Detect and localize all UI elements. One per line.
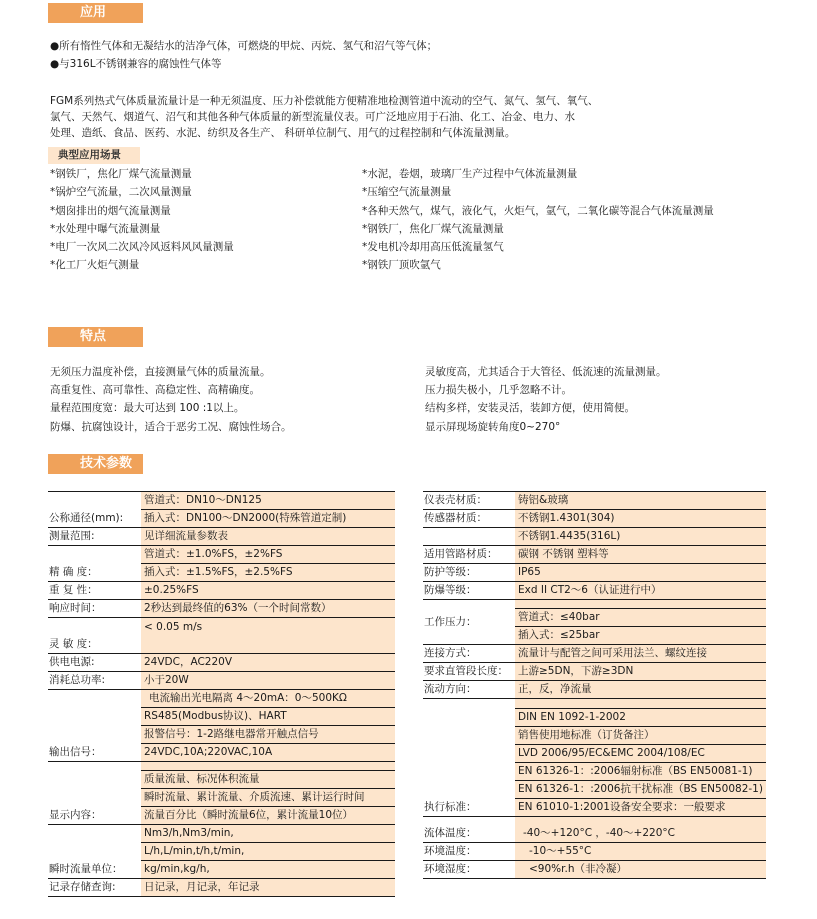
spec-label-ambient-temp: 环境温度：	[423, 843, 515, 861]
spec-value-direction: 正，反，净流量	[515, 681, 766, 699]
spec-value-display: 瞬时流量、累计流量、介质流速、累计运行时间	[141, 789, 395, 807]
spec-gap	[141, 762, 395, 771]
spec-label-response: 响应时间：	[48, 600, 141, 618]
spec-label-explosion: 防爆等级：	[423, 582, 515, 600]
spec-gap	[515, 699, 766, 709]
spec-label-standards: 执行标准：	[423, 699, 515, 817]
spec-label-accuracy: 精 确 度：	[48, 546, 141, 582]
spec-value-record: 日记录，月记录，年记录	[141, 879, 395, 897]
typical-right-item: *水泥，卷烟，玻璃厂生产过程中气体流量测量	[362, 168, 578, 180]
typical-left-item: *钢铁厂，焦化厂煤气流量测量	[50, 168, 192, 180]
spec-value-standard: EN 61010-1:2001设备安全要求：一般要求	[515, 799, 766, 817]
spec-value-inst-unit: L/h,L/min,t/h,t/min,	[141, 843, 395, 861]
spec-value-output: 24VDC,10A;220VAC,10A	[141, 744, 395, 762]
feature-right-item: 显示屏现场旋转角度0~270°	[425, 421, 561, 433]
spec-label-housing: 仪表壳材质：	[423, 492, 515, 510]
description-line: 处理、造纸、食品、医药、水泥、纺织及各生产、 科研单位制气、用气的过程控制和气体流量测量。	[50, 127, 516, 139]
spec-value-connection: 流量计与配管之间可采用法兰、螺纹连接	[515, 645, 766, 663]
description-line: 氯气、天然气、烟道气、沼气和其他各种气体质量的新型流量仪表。可广泛地应用于石油、化工、冶金、电力、水	[50, 111, 575, 123]
typical-left-item: *烟囱排出的烟气流量测量	[50, 205, 171, 217]
typical-right-item: *各种天然气，煤气，液化气，火炬气，氩气，二氧化碳等混合气体流量测量	[362, 205, 714, 217]
spec-value-repeatability: ±0.25%FS	[141, 582, 395, 600]
spec-value-standard: DIN EN 1092-1-2002	[515, 709, 766, 727]
spec-value-inst-unit: kg/min,kg/h,	[141, 861, 395, 879]
spec-value-response: 2秒达到最终值的63%（一个时间常数）	[141, 600, 395, 618]
description-line: FGM系列热式气体质量流量计是一种无须温度、压力补偿就能方便精准地检测管道中流动的空气、氮气、氢气、氧气、	[50, 95, 599, 107]
spec-label-sensitivity: 灵 敏 度：	[48, 618, 141, 654]
spec-label-inst-unit: 瞬时流量单位：	[48, 825, 141, 879]
spec-value-output: 电流输出光电隔离 4～20mA：0～500KΩ	[141, 690, 395, 708]
spec-value-display: 质量流量、标况体积流量	[141, 771, 395, 789]
spec-label-straight: 要求直管段长度：	[423, 663, 515, 681]
spec-value-ambient-temp: -10～+55°C	[515, 843, 766, 861]
spec-label-protection: 防护等级：	[423, 564, 515, 582]
typical-right-item: *钢铁厂，焦化厂煤气流量测量	[362, 223, 504, 235]
section-header-application: 应用	[48, 3, 143, 23]
spec-label-record: 记录存储查询:	[48, 879, 141, 897]
feature-right-item: 压力损失极小，几乎忽略不计。	[425, 384, 572, 396]
feature-left-item: 高重复性、高可靠性、高稳定性、高精确度。	[50, 384, 260, 396]
feature-right-item: 结构多样，安装灵活，装卸方便，使用简便。	[425, 402, 635, 414]
spec-label-direction: 流动方向：	[423, 681, 515, 699]
typical-left-item: *锅炉空气流量，二次风量测量	[50, 186, 192, 198]
section-header-specs: 技术参数	[48, 454, 143, 474]
spec-label-consumption: 消耗总功率:	[48, 672, 141, 690]
spec-table-right	[423, 491, 766, 879]
feature-left-item: 无须压力温度补偿，直接测量气体的质量流量。	[50, 366, 271, 378]
spec-value-standard: EN 61326-1：:2006抗干扰标准（BS EN50082-1)	[515, 781, 766, 799]
spec-label-output: 输出信号：	[48, 690, 141, 762]
spec-label-display: 显示内容：	[48, 762, 141, 825]
spec-label-range: 测量范围:	[48, 528, 141, 546]
spec-label-repeatability: 重 复 性：	[48, 582, 141, 600]
spec-value-straight: 上游≥5DN，下游≥3DN	[515, 663, 766, 681]
section-header-features: 特点	[48, 327, 143, 347]
spec-value-nominal-pipe: 管道式：DN10～DN125	[141, 492, 395, 510]
spec-value-fluid-temp: -40～+120°C ，-40～+220°C	[515, 817, 766, 843]
spec-value-standard: 销售使用地标准（订货备注）	[515, 727, 766, 745]
spec-value-nominal-insert: 插入式：DN100～DN2000(特殊管道定制)	[141, 510, 395, 528]
spec-value-power: 24VDC，AC220V	[141, 654, 395, 672]
application-bullet: ●所有惰性气体和无凝结水的洁净气体，可燃烧的甲烷、丙烷、氢气和沼气等气体；	[50, 40, 438, 52]
spec-label-power: 供电电源:	[48, 654, 141, 672]
spec-value-accuracy-pipe: 管道式：±1.0%FS，±2%FS	[141, 546, 395, 564]
spec-value-pressure-pipe: 管道式：≤40bar	[515, 609, 766, 627]
feature-left-item: 量程范围度宽：最大可达到 100 :1以上。	[50, 402, 245, 414]
spec-value-sensor: 不锈钢1.4435(316L)	[515, 528, 766, 546]
spec-label-connection: 连接方式：	[423, 645, 515, 663]
typical-right-item: *发电机冷却用高压低流量氢气	[362, 241, 504, 253]
spec-value-humidity: <90%r.h（非冷凝）	[515, 861, 766, 879]
typical-left-item: *电厂一次风二次风冷风返料风风量测量	[50, 241, 234, 253]
spec-value-housing: 铸铝&玻璃	[515, 492, 766, 510]
spec-value-standard: EN 61326-1：:2006辐射标准（BS EN50081-1)	[515, 763, 766, 781]
spec-value-sensitivity: < 0.05 m/s	[141, 618, 395, 654]
application-bullet: ●与316L不锈钢兼容的腐蚀性气体等	[50, 58, 222, 70]
spec-gap	[515, 600, 766, 609]
spec-label-nominal-diameter: 公称通径(mm):	[48, 492, 141, 528]
spec-value-inst-unit: Nm3/h,Nm3/min,	[141, 825, 395, 843]
spec-table-left	[48, 491, 395, 897]
spec-label-humidity: 环境湿度：	[423, 861, 515, 879]
feature-left-item: 防爆、抗腐蚀设计，适合于恶劣工况、腐蚀性场合。	[50, 421, 292, 433]
spec-value-standard: LVD 2006/95/EC&EMC 2004/108/EC	[515, 745, 766, 763]
spec-label-pipe-material: 适用管路材质：	[423, 546, 515, 564]
typical-applications-title: 典型应用场景	[48, 147, 140, 164]
typical-right-item: *压缩空气流量测量	[362, 186, 452, 198]
spec-value-pressure-insert: 插入式：≤25bar	[515, 627, 766, 645]
spec-value-explosion: Exd II CT2～6（认证进行中）	[515, 582, 766, 600]
spec-value-consumption: 小于20W	[141, 672, 395, 690]
typical-right-item: *钢铁厂顶吹氩气	[362, 259, 441, 271]
spec-value-range: 见详细流量参数表	[141, 528, 395, 546]
spec-value-accuracy-insert: 插入式：±1.5%FS，±2.5%FS	[141, 564, 395, 582]
spec-label-blank	[423, 528, 515, 546]
spec-value-display: 流量百分比（瞬时流量6位，累计流量10位）	[141, 807, 395, 825]
spec-value-sensor: 不锈钢1.4301(304)	[515, 510, 766, 528]
spec-value-pipe-material: 碳钢 不锈钢 塑料等	[515, 546, 766, 564]
spec-value-output: RS485(Modbus协议)、HART	[141, 708, 395, 726]
spec-value-protection: IP65	[515, 564, 766, 582]
spec-label-pressure: 工作压力：	[423, 600, 515, 645]
spec-label-fluid-temp: 流体温度：	[423, 817, 515, 843]
spec-label-sensor: 传感器材质：	[423, 510, 515, 528]
typical-left-item: *水处理中曝气流量测量	[50, 223, 161, 235]
feature-right-item: 灵敏度高，尤其适合于大管径、低流速的流量测量。	[425, 366, 667, 378]
typical-left-item: *化工厂火炬气测量	[50, 259, 140, 271]
spec-value-output: 报警信号：1-2路继电器常开触点信号	[141, 726, 395, 744]
